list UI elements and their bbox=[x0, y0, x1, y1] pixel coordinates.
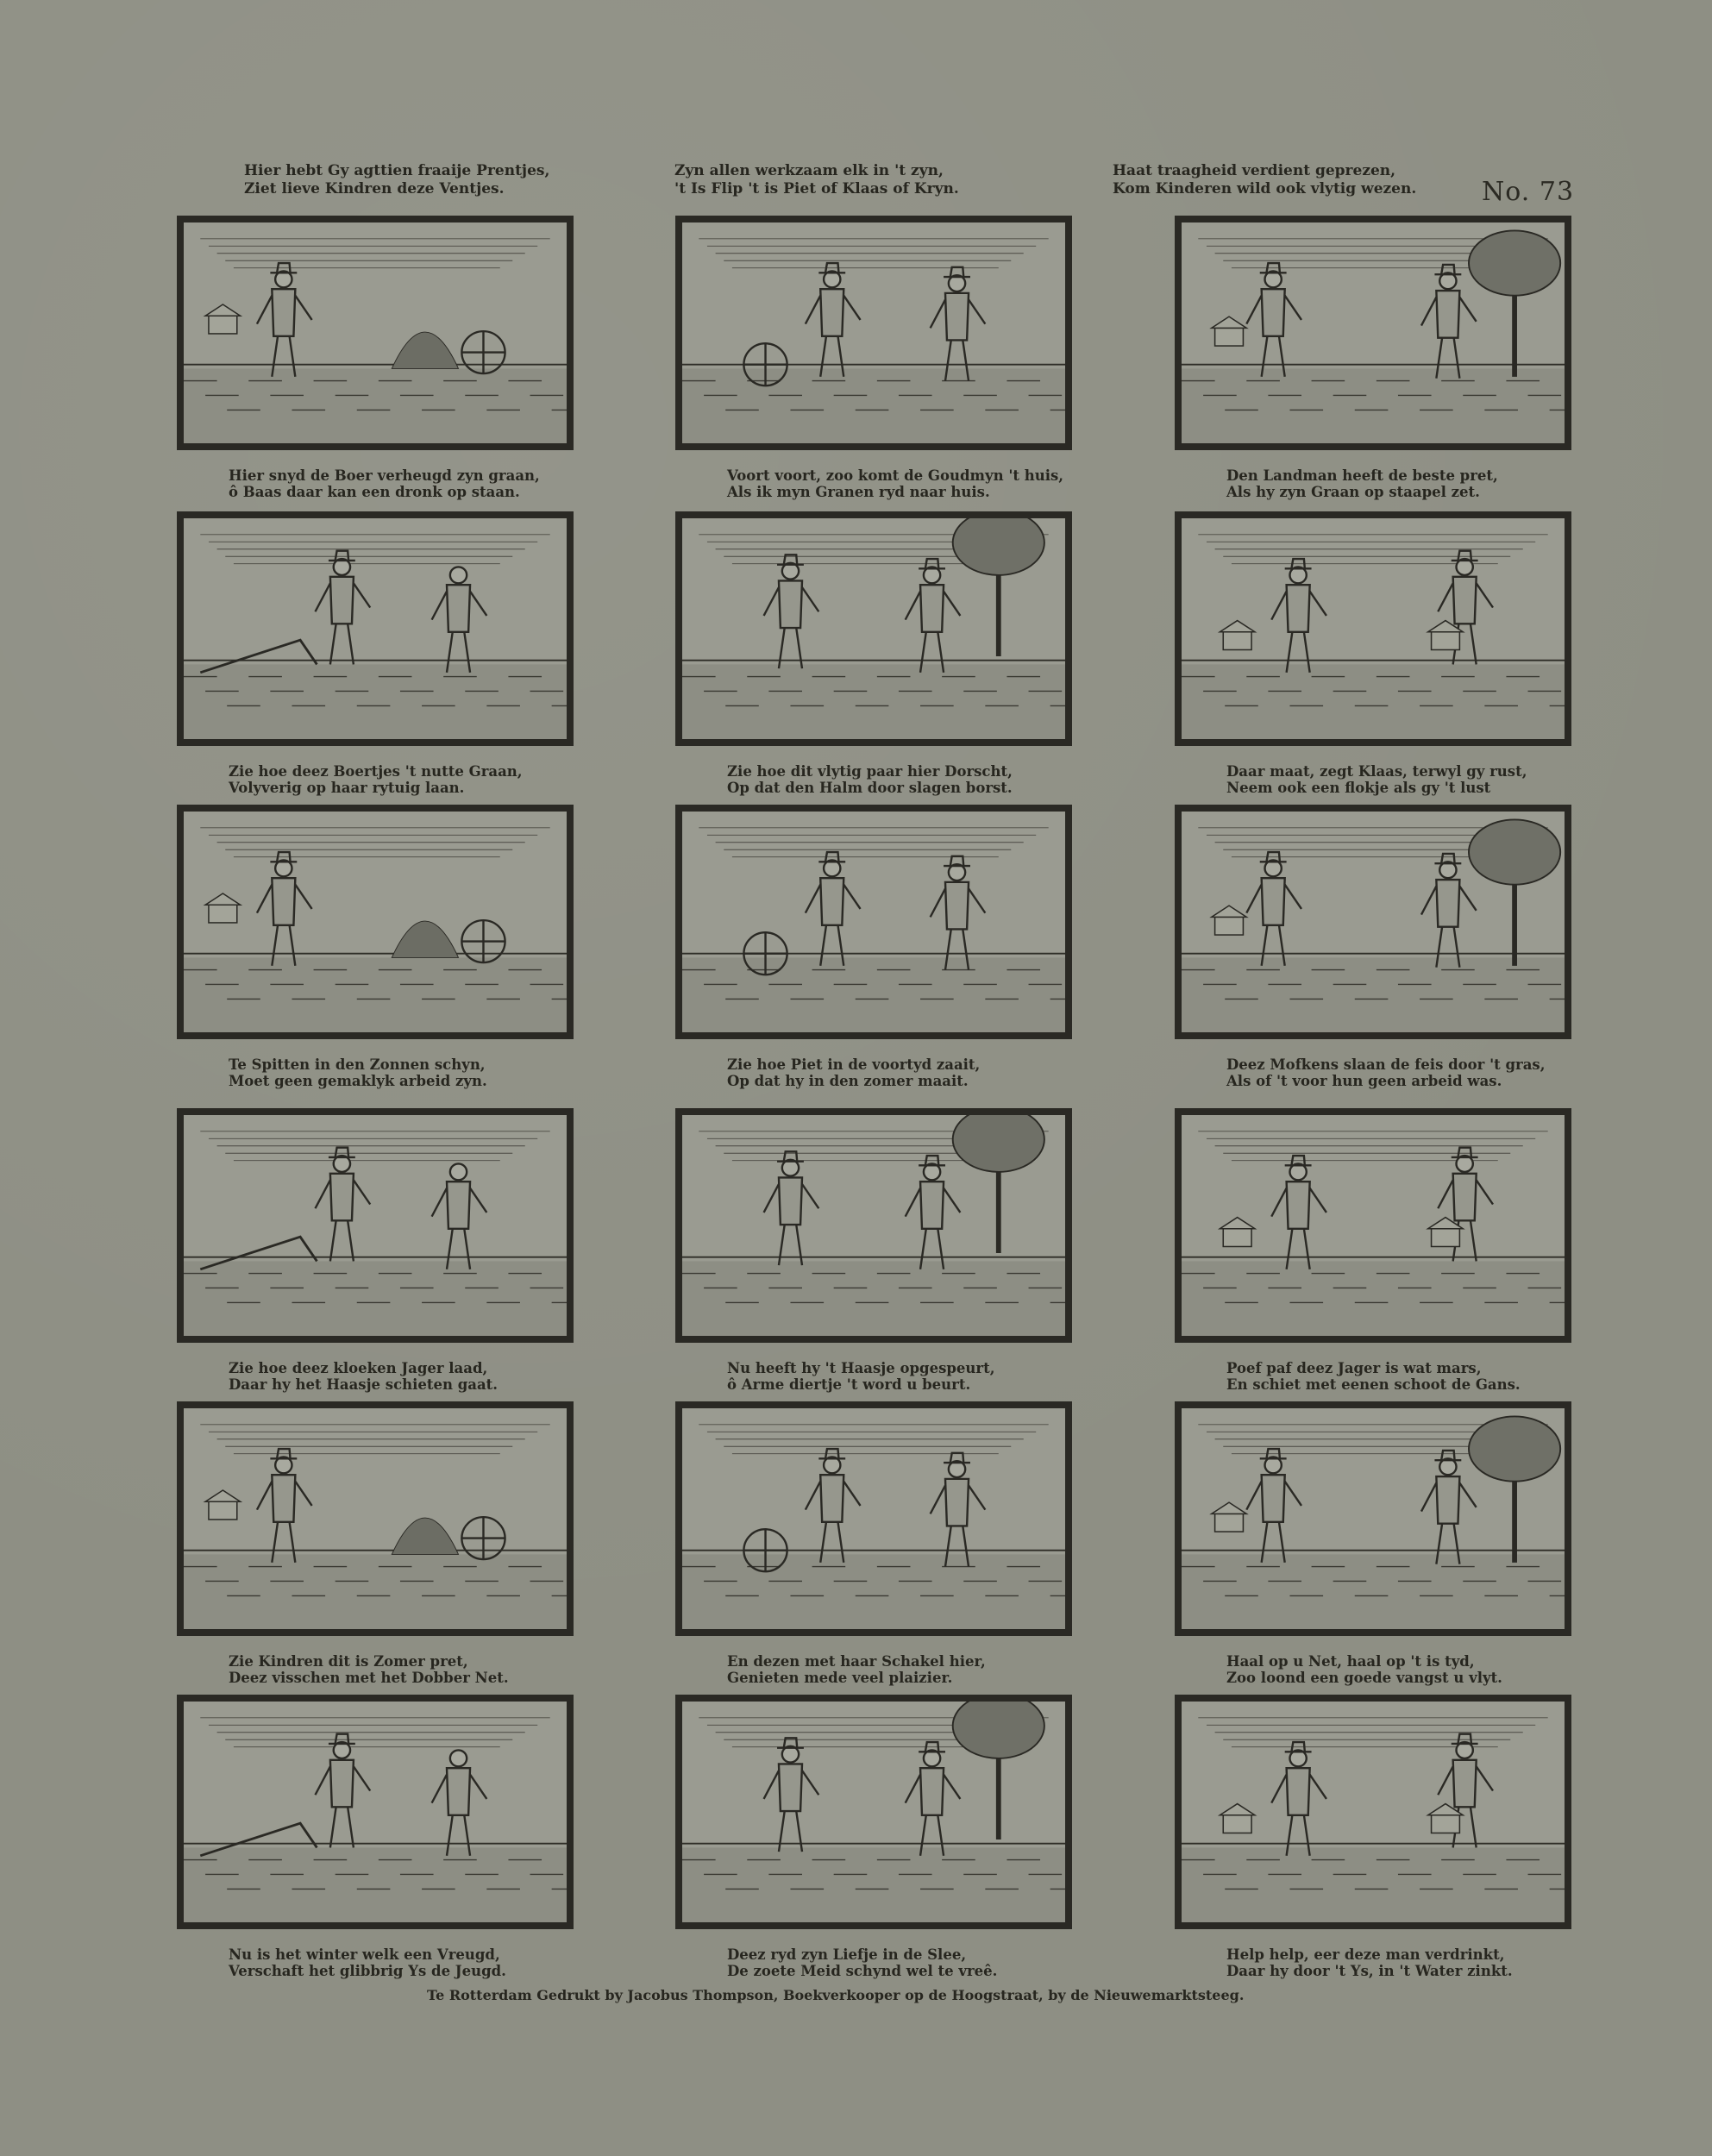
caption-line: Daar hy door 't Ys, in 't Water zinkt. bbox=[1226, 1963, 1513, 1979]
caption-line: Zie hoe Piet in de voortyd zaait, bbox=[727, 1056, 981, 1073]
header-verse-line: Ziet lieve Kindren deze Ventjes. bbox=[244, 180, 505, 197]
header-verse-3 bbox=[1113, 162, 1492, 198]
woodcut-panel bbox=[1175, 1108, 1571, 1343]
boat-fishing-icon bbox=[184, 1408, 567, 1629]
reapers-sickle-icon bbox=[1182, 222, 1565, 443]
caption-line: Zie hoe deez kloeken Jager laad, bbox=[229, 1360, 488, 1376]
threshing-barn-icon bbox=[682, 518, 1065, 739]
header-verse-1 bbox=[244, 162, 624, 198]
hunter-hare-icon bbox=[682, 1115, 1065, 1336]
caption-line: En schiet met eenen schoot de Gans. bbox=[1226, 1376, 1521, 1393]
caption-line: ô Arme diertje 't word u beurt. bbox=[727, 1376, 971, 1393]
panel-caption bbox=[1226, 467, 1623, 500]
woodcut-panel bbox=[1175, 1695, 1571, 1929]
hunter-dog-icon bbox=[184, 1115, 567, 1336]
sleigh-icon bbox=[682, 1702, 1065, 1922]
caption-line: Deez visschen met het Dobber Net. bbox=[229, 1670, 509, 1686]
panel-caption bbox=[1226, 1946, 1623, 1979]
caption-line: Hier snyd de Boer verheugd zyn graan, bbox=[229, 467, 540, 484]
caption-line: Als ik myn Granen ryd naar huis. bbox=[727, 484, 990, 500]
caption-line: Daar hy het Haasje schieten gaat. bbox=[229, 1376, 499, 1393]
woodcut-panel bbox=[675, 805, 1072, 1039]
panel-caption bbox=[229, 1056, 625, 1089]
winnowing-cart-icon bbox=[184, 518, 567, 739]
panel-caption bbox=[1226, 763, 1623, 796]
caption-line: De zoete Meid schynd wel te vreê. bbox=[727, 1963, 998, 1979]
caption-line: Verschaft het glibbrig Ys de Jeugd. bbox=[229, 1963, 506, 1979]
woodcut-panel bbox=[177, 1108, 574, 1343]
sheet-number: No. 73 bbox=[1482, 177, 1575, 207]
woodcut-panel bbox=[675, 1695, 1072, 1929]
panel-caption bbox=[1226, 1056, 1623, 1089]
goose-shooting-icon bbox=[1182, 1115, 1565, 1336]
header-verse-line: Hier hebt Gy agttien fraaije Prentjes, bbox=[244, 162, 550, 179]
caption-line: Voort voort, zoo komt de Goudmyn 't huis, bbox=[727, 467, 1064, 484]
caption-line: Volyverig op haar rytuig laan. bbox=[229, 780, 465, 796]
caption-line: Help help, eer deze man verdrinkt, bbox=[1226, 1946, 1505, 1963]
caption-line: Nu is het winter welk een Vreugd, bbox=[229, 1946, 500, 1963]
header-verse-line: Kom Kinderen wild ook vlytig wezen. bbox=[1113, 180, 1417, 197]
caption-line: ô Baas daar kan een dronk op staan. bbox=[229, 484, 520, 500]
caption-line: En dezen met haar Schakel hier, bbox=[727, 1653, 986, 1670]
panel-caption bbox=[229, 1946, 625, 1979]
ice-rescue-icon bbox=[1182, 1702, 1565, 1922]
spade-digging-icon bbox=[184, 812, 567, 1032]
woodcut-panel bbox=[675, 511, 1072, 746]
sowing-tree-icon bbox=[682, 812, 1065, 1032]
printer-imprint: Te Rotterdam Gedrukt by Jacobus Thompson, Boekverkooper op de Hoogstraat, by de Nieuwemarktsteeg. bbox=[427, 1987, 1245, 2003]
caption-line: Daar maat, zegt Klaas, terwyl gy rust, bbox=[1226, 763, 1527, 780]
woodcut-panel bbox=[675, 1401, 1072, 1636]
woodcut-panel bbox=[177, 805, 574, 1039]
woodcut-panel bbox=[177, 1695, 574, 1929]
panel-caption bbox=[727, 1946, 1124, 1979]
woodcut-panel bbox=[1175, 1401, 1571, 1636]
header-verse-line: Haat traagheid verdient geprezen, bbox=[1113, 162, 1396, 179]
scythe-mowers-icon bbox=[1182, 812, 1565, 1032]
caption-line: Zie hoe deez Boertjes 't nutte Graan, bbox=[229, 763, 523, 780]
panel-caption bbox=[727, 1056, 1124, 1089]
caption-line: Zie Kindren dit is Zomer pret, bbox=[229, 1653, 468, 1670]
woodcut-panel bbox=[675, 1108, 1072, 1343]
woodcut-panel bbox=[177, 511, 574, 746]
caption-line: Den Landman heeft de beste pret, bbox=[1226, 467, 1498, 484]
wheelbarrow-drink-icon bbox=[1182, 518, 1565, 739]
caption-line: Op dat den Halm door slagen borst. bbox=[727, 780, 1013, 796]
panel-caption bbox=[229, 1360, 625, 1393]
header-verse-line: Zyn allen werkzaam elk in 't zyn, bbox=[674, 162, 944, 179]
panel-caption bbox=[1226, 1360, 1623, 1393]
panel-caption bbox=[1226, 1653, 1623, 1686]
woodcut-panel bbox=[177, 1401, 574, 1636]
caption-line: Deez ryd zyn Liefje in de Slee, bbox=[727, 1946, 967, 1963]
woodcut-panel bbox=[177, 216, 574, 450]
panel-caption bbox=[229, 763, 625, 796]
net-fishing-icon bbox=[682, 1408, 1065, 1629]
woodcut-panel bbox=[1175, 216, 1571, 450]
haymaking-rake-cart-icon bbox=[184, 222, 567, 443]
caption-line: Genieten mede veel plaizier. bbox=[727, 1670, 953, 1686]
caption-line: Zie hoe dit vlytig paar hier Dorscht, bbox=[727, 763, 1013, 780]
caption-line: Op dat hy in den zomer maait. bbox=[727, 1073, 969, 1089]
caption-line: Moet geen gemaklyk arbeid zyn. bbox=[229, 1073, 487, 1089]
panel-caption bbox=[727, 467, 1124, 500]
caption-line: Als hy zyn Graan op staapel zet. bbox=[1226, 484, 1480, 500]
panel-caption bbox=[229, 467, 625, 500]
caption-line: Haal op u Net, haal op 't is tyd, bbox=[1226, 1653, 1475, 1670]
panel-caption bbox=[229, 1653, 625, 1686]
panel-caption bbox=[727, 763, 1124, 796]
caption-line: Als of 't voor hun geen arbeid was. bbox=[1226, 1073, 1502, 1089]
caption-line: Te Spitten in den Zonnen schyn, bbox=[229, 1056, 486, 1073]
panel-caption bbox=[727, 1360, 1124, 1393]
caption-line: Poef paf deez Jager is wat mars, bbox=[1226, 1360, 1482, 1376]
woodcut-panel bbox=[1175, 805, 1571, 1039]
caption-line: Neem ook een flokje als gy 't lust bbox=[1226, 780, 1491, 796]
woodcut-panel bbox=[675, 216, 1072, 450]
caption-line: Zoo loond een goede vangst u vlyt. bbox=[1226, 1670, 1502, 1686]
horse-hay-cart-icon bbox=[682, 222, 1065, 443]
caption-line: Deez Mofkens slaan de feis door 't gras, bbox=[1226, 1056, 1546, 1073]
woodcut-panel bbox=[1175, 511, 1571, 746]
header-verse-line: 't Is Flip 't is Piet of Klaas of Kryn. bbox=[674, 180, 959, 197]
header-verse-2 bbox=[674, 162, 1054, 198]
ice-game-icon bbox=[184, 1702, 567, 1922]
net-hauling-icon bbox=[1182, 1408, 1565, 1629]
caption-line: Nu heeft hy 't Haasje opgespeurt, bbox=[727, 1360, 995, 1376]
panel-caption bbox=[727, 1653, 1124, 1686]
